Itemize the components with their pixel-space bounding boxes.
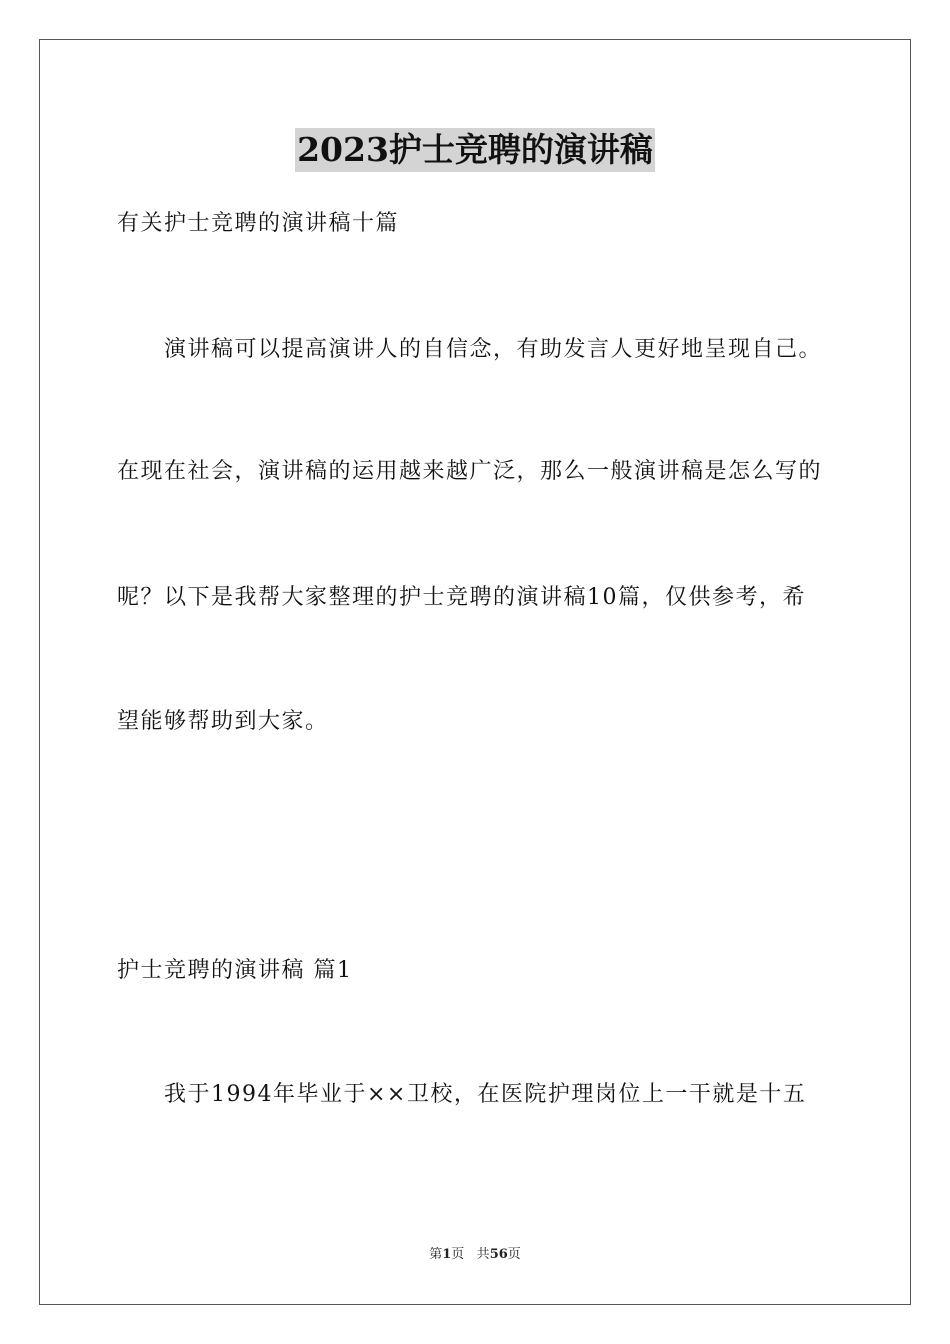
total-prefix: 共 — [476, 1247, 490, 1262]
document-subtitle: 有关护士竞聘的演讲稿十篇 — [117, 211, 400, 236]
paragraph-line: 呢？以下是我帮大家整理的护士竞聘的演讲稿10篇，仅供参考，希 — [117, 585, 806, 610]
document-title: 2023护士竞聘的演讲稿 — [295, 128, 655, 172]
page-suffix: 页 — [451, 1247, 465, 1262]
total-pages: 56 — [489, 1247, 508, 1262]
paragraph-line: 我于1994年毕业于××卫校，在医院护理岗位上一干就是十五 — [164, 1082, 807, 1107]
paragraph-line: 望能够帮助到大家。 — [117, 709, 329, 734]
paragraph-line: 演讲稿可以提高演讲人的自信念，有助发言人更好地呈现自己。 — [164, 337, 823, 362]
title-container — [0, 128, 950, 172]
page-footer — [0, 1246, 950, 1264]
total-suffix: 页 — [507, 1247, 521, 1262]
paragraph-line: 在现在社会，演讲稿的运用越来越广泛，那么一般演讲稿是怎么写的 — [117, 459, 823, 484]
page-prefix: 第 — [429, 1247, 443, 1262]
page-number: 1 — [442, 1247, 452, 1262]
section-heading: 护士竞聘的演讲稿 篇1 — [117, 958, 353, 983]
